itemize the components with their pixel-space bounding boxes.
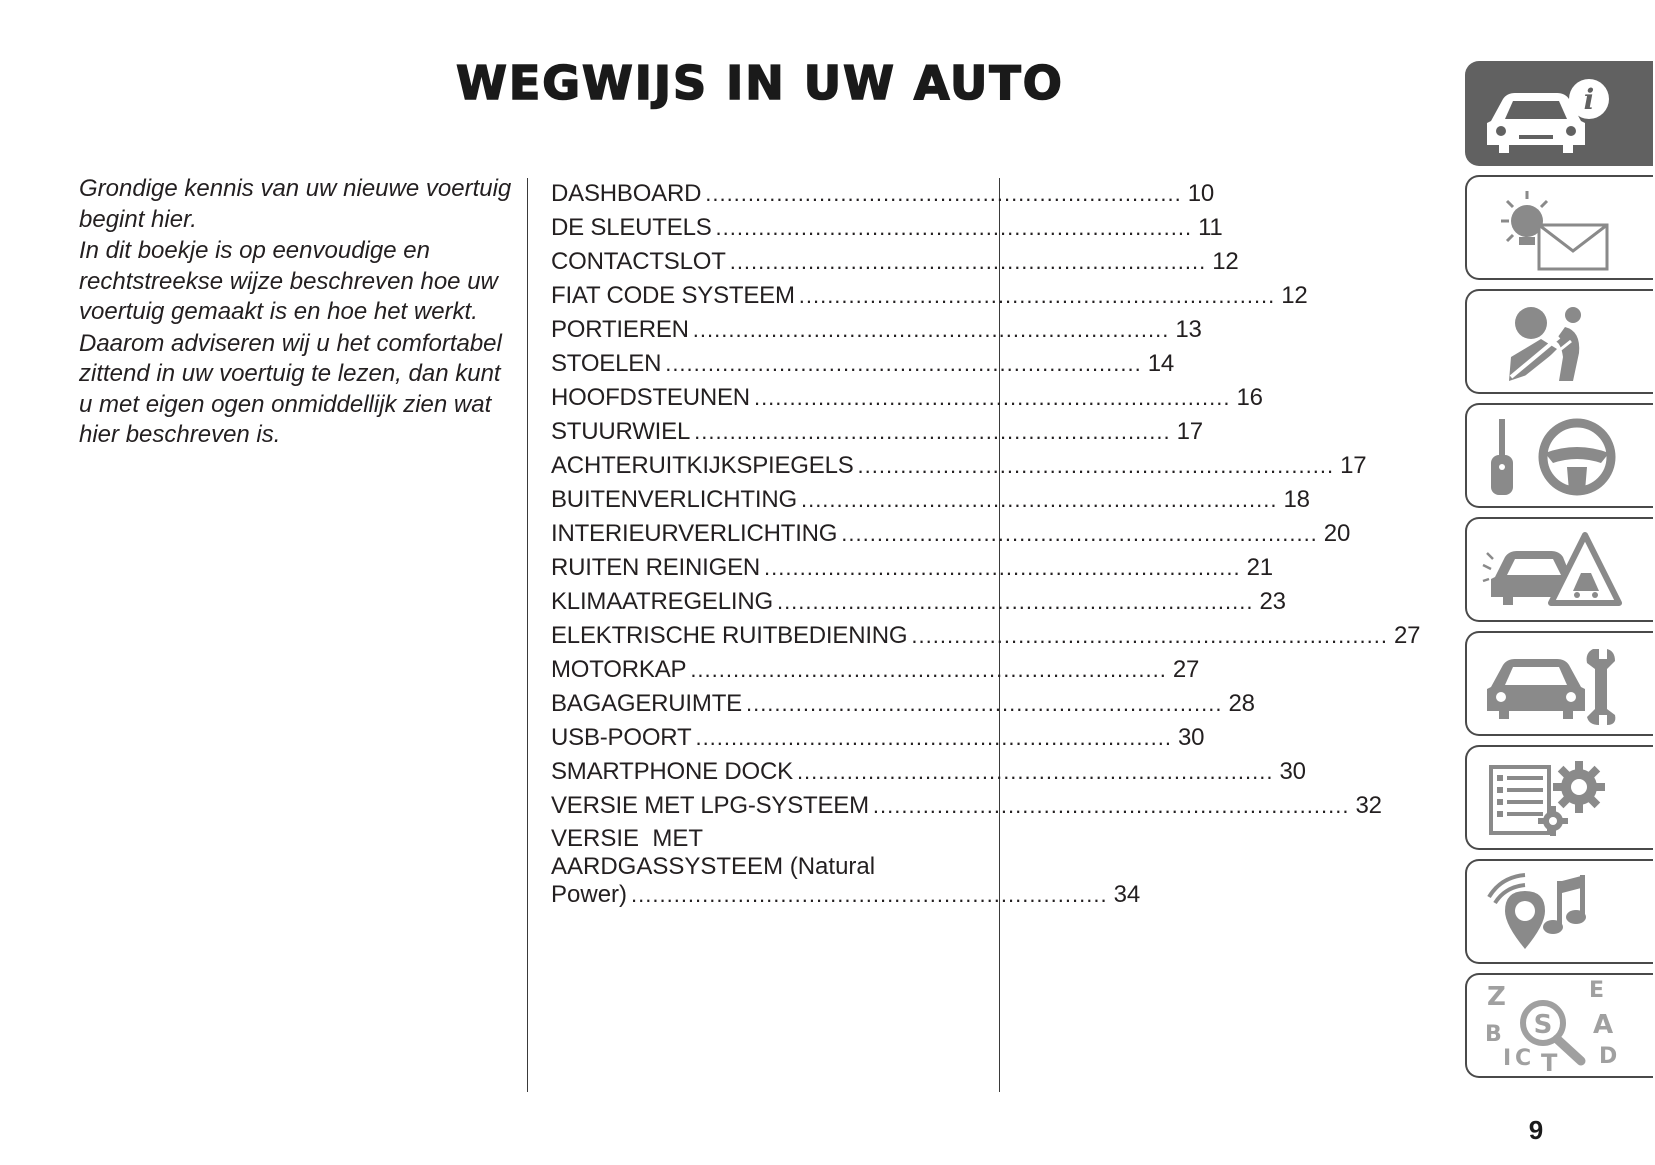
toc-entry[interactable] [551,517,1351,551]
svg-text:E: E [1589,978,1605,1003]
toc-entry[interactable] [551,449,1367,483]
tab-maintenance[interactable] [1465,631,1653,736]
toc-entry[interactable] [551,313,1202,347]
toc-leader-dots: ................................................................... [690,657,1167,682]
toc-page-number: 30 [1177,724,1205,751]
toc-leader-dots: ................................................................... [776,589,1254,614]
tab-starting-driving[interactable] [1465,403,1653,508]
toc-page-number: 20 [1323,520,1351,547]
column-divider-left [527,178,528,1092]
tab-emergency[interactable] [1465,517,1653,622]
toc-entry[interactable] [551,825,1141,909]
toc-entry-label: BUITENVERLICHTING [551,486,797,513]
svg-text:C: C [1515,1046,1532,1071]
toc-leader-dots: ................................................................... [665,351,1142,376]
car-wrench-icon [1481,639,1621,729]
toc-page-number: 21 [1246,554,1273,581]
toc-leader-dots: ................................................................... [764,555,1241,580]
toc-leader-dots: ................................................................... [872,793,1350,818]
intro-paragraph: Daarom adviseren wij u het comfortabel zittend in uw voertuig te lezen, dan kunt u met eigen ogen onmiddellijk zien wat hier beschreven is. [79,329,502,448]
toc-entry-label: ACHTERUITKIJKSPIEGELS [551,452,854,479]
toc-entry-label: VERSIE MET [551,825,704,852]
tab-warnings-messages[interactable] [1465,175,1653,280]
toc-page-number: 30 [1279,758,1306,785]
toc-entry[interactable] [551,619,1421,653]
svg-text:A: A [1593,1010,1614,1040]
toc-entry[interactable] [551,755,1306,789]
toc-entry-label: Power) [551,881,628,908]
toc-entry-label: USB-POORT [551,724,692,751]
toc-entry[interactable] [551,789,1382,823]
toc-leader-dots: ................................................................... [631,882,1108,907]
page-title: WEGWIJS IN UW AUTO [456,56,1064,110]
toc-leader-dots: ................................................................... [745,691,1223,716]
toc-entry-label: VERSIE MET LPG-SYSTEEM [551,792,869,819]
svg-text:D: D [1599,1044,1618,1069]
tab-multimedia[interactable] [1465,859,1653,964]
svg-text:S: S [1533,1010,1553,1040]
toc-page-number: 11 [1198,214,1223,241]
warning-light-envelope-icon [1481,183,1621,273]
toc-page-number: 17 [1176,418,1203,445]
svg-text:i: i [1583,83,1595,116]
svg-text:B: B [1485,1022,1502,1047]
toc-page-number: 32 [1355,792,1382,819]
toc-entry-label: AARDGASSYSTEEM (Natural [551,853,876,880]
toc-entry-label: INTERIEURVERLICHTING [551,520,838,547]
svg-text:I: I [1503,1046,1512,1071]
toc-page-number: 17 [1340,452,1367,479]
toc-entry[interactable] [551,415,1203,449]
toc-leader-dots: ................................................................... [695,725,1172,750]
intro-paragraph: Grondige kennis van uw nieuwe voertuig begint hier. [79,175,512,233]
toc-entry-label: MOTORKAP [551,656,687,683]
toc-entry[interactable] [551,381,1263,415]
toc-entry-label: STOELEN [551,350,662,377]
toc-entry-label: STUURWIEL [551,418,691,445]
toc-entry[interactable] [551,245,1239,279]
toc-leader-dots: ................................................................... [800,487,1278,512]
toc-page-number: 12 [1212,248,1239,275]
multimedia-music-icon [1481,867,1621,957]
toc-entry[interactable] [551,347,1175,381]
toc-entry[interactable] [551,687,1255,721]
toc-page-number: 13 [1175,316,1202,343]
toc-leader-dots: ................................................................... [692,317,1170,342]
toc-leader-dots: ................................................................... [911,623,1388,648]
key-steering-wheel-icon [1481,411,1621,501]
toc-page-number: 14 [1147,350,1175,377]
toc-page-number: 28 [1228,690,1255,717]
toc-entry-label: KLIMAATREGELING [551,588,773,615]
toc-page-number: 12 [1281,282,1308,309]
toc-page-number: 18 [1283,486,1310,513]
toc-leader-dots: ................................................................... [798,283,1276,308]
tab-car-info[interactable] [1465,61,1653,166]
intro-paragraph: In dit boekje is op eenvoudige en rechtstreekse wijze beschreven hoe uw voertuig gemaakt is en hoe het werkt. [79,237,498,325]
toc-entry-label: CONTACTSLOT [551,248,726,275]
toc-leader-dots: ................................................................... [857,453,1335,478]
car-warning-triangle-icon [1481,525,1621,615]
toc-entry-label: DE SLEUTELS [551,214,712,241]
toc-entry[interactable] [551,211,1223,245]
toc-leader-dots: ................................................................... [705,181,1182,206]
svg-text:Z: Z [1487,982,1506,1012]
toc-page-number: 27 [1393,622,1421,649]
toc-page-number: 16 [1236,384,1263,411]
toc-page-number: 23 [1259,588,1286,615]
table-of-contents [551,177,1421,909]
seat-airbag-icon [1481,297,1621,387]
toc-page-number: 10 [1187,180,1215,207]
toc-entry[interactable] [551,279,1308,313]
tab-index[interactable] [1465,973,1653,1078]
alphabetical-index-icon [1481,978,1621,1077]
toc-page-number: 27 [1172,656,1200,683]
chapter-tabs [1465,61,1655,1087]
toc-leader-dots: ................................................................... [796,759,1274,784]
page-number: 9 [1528,1115,1544,1145]
toc-page-number: 34 [1113,881,1141,908]
toc-entry-label: FIAT CODE SYSTEEM [551,282,795,309]
intro-text [79,174,519,452]
toc-entry[interactable] [551,721,1205,755]
toc-leader-dots: ................................................................... [729,249,1207,274]
toc-entry[interactable] [551,653,1200,687]
toc-entry-label: PORTIEREN [551,316,689,343]
tab-technical-data[interactable] [1465,745,1653,850]
car-info-icon [1481,69,1621,159]
toc-leader-dots: ................................................................... [753,385,1231,410]
specs-gears-icon [1481,753,1621,843]
toc-leader-dots: ................................................................... [715,215,1193,240]
toc-entry[interactable] [551,551,1273,585]
toc-entry-label: DASHBOARD [551,180,702,207]
toc-entry-label: ELEKTRISCHE RUITBEDIENING [551,622,908,649]
toc-leader-dots: ................................................................... [694,419,1171,444]
svg-text:T: T [1541,1049,1558,1077]
toc-entry-label: RUITEN REINIGEN [551,554,761,581]
toc-entry[interactable] [551,483,1310,517]
toc-entry[interactable] [551,177,1215,211]
toc-leader-dots: ................................................................... [841,521,1318,546]
toc-entry-label: HOOFDSTEUNEN [551,384,750,411]
toc-entry[interactable] [551,585,1286,619]
toc-entry-label: BAGAGERUIMTE [551,690,742,717]
toc-entry-label: SMARTPHONE DOCK [551,758,793,785]
tab-safety[interactable] [1465,289,1653,394]
